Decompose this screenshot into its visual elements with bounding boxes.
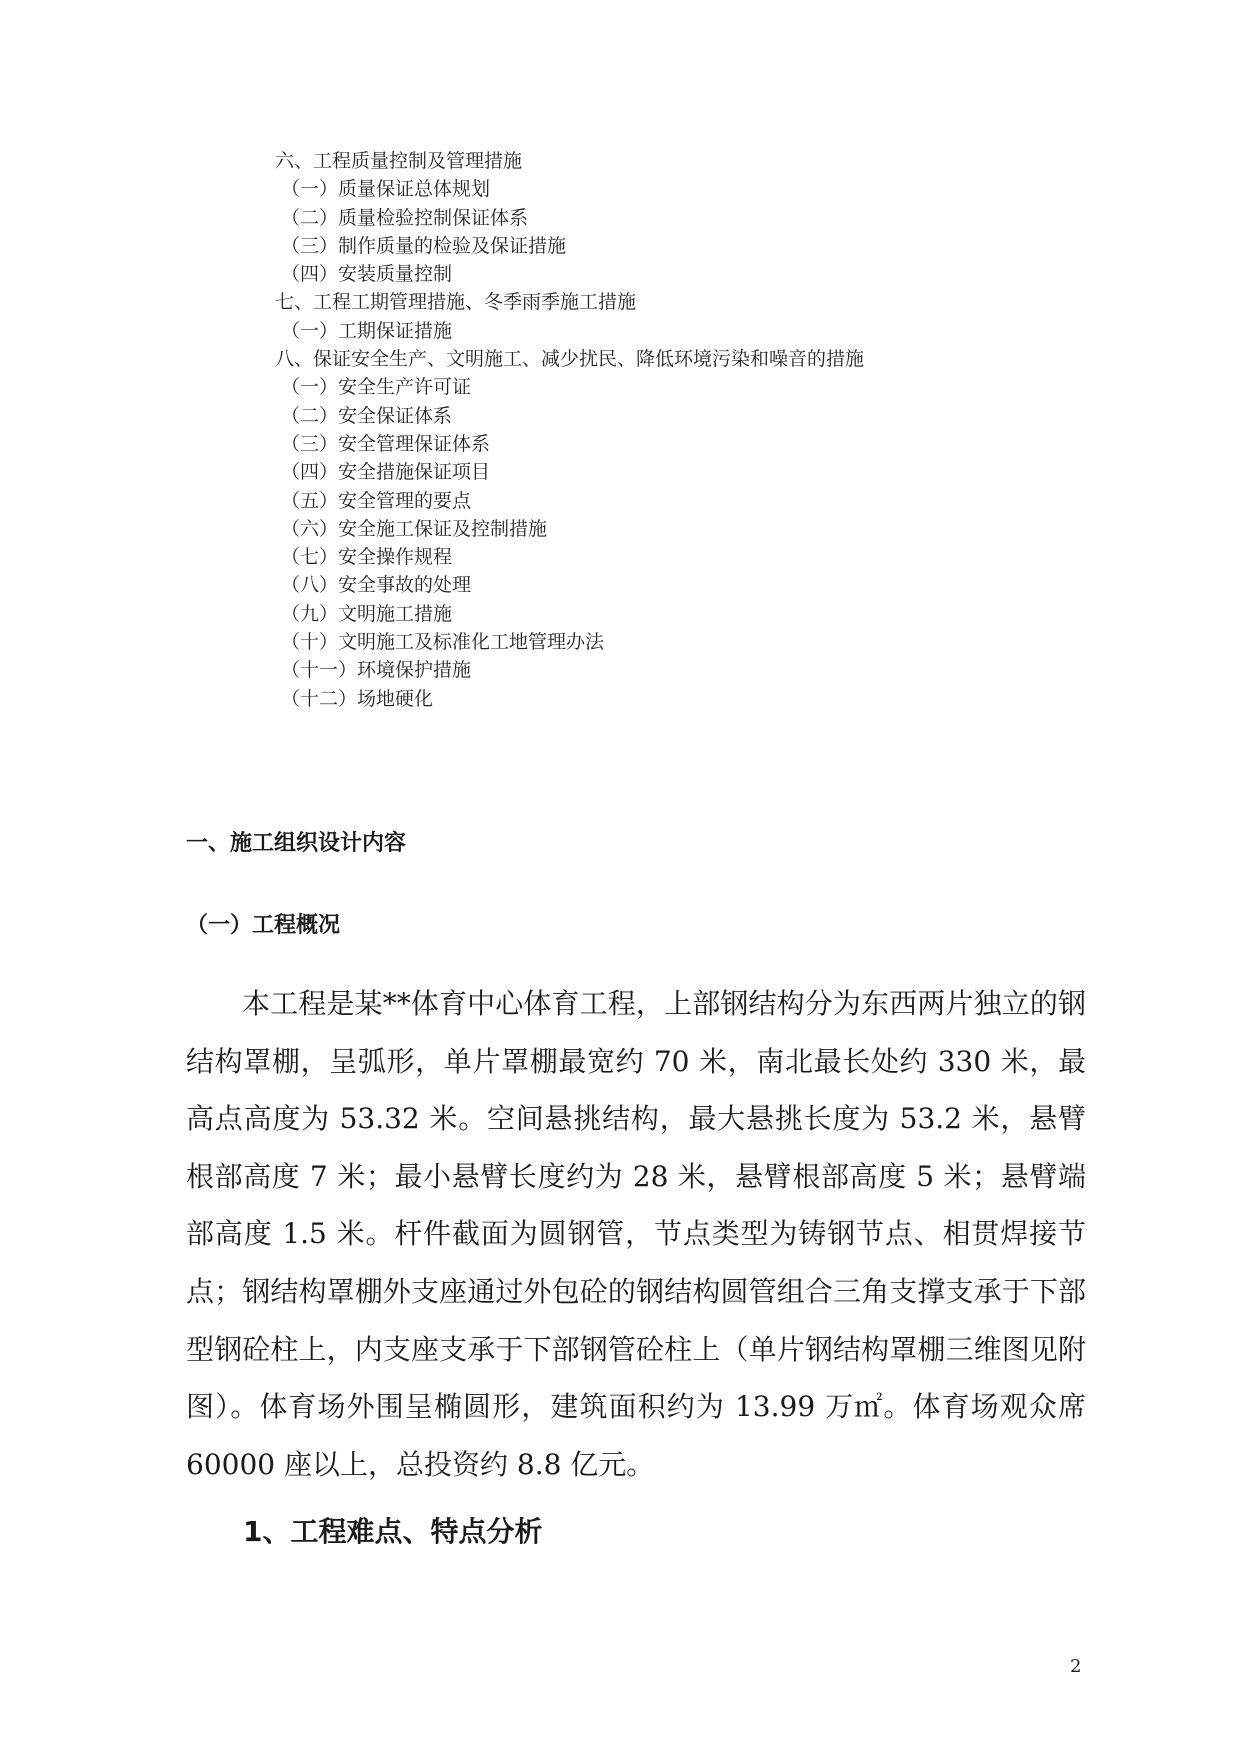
toc-item: （十）文明施工及标准化工地管理办法 [281,631,605,654]
table-of-contents [275,147,864,713]
toc-item: （一）工期保证措施 [281,319,453,342]
section-heading-3: 1、工程难点、特点分析 [243,1515,543,1548]
page-number: 2 [1070,1656,1082,1677]
toc-item: （一）安全生产许可证 [281,376,472,399]
toc-item: （九）文明施工措施 [281,602,453,625]
toc-item: （二）质量检验控制保证体系 [281,206,529,229]
toc-item: （七）安全操作规程 [281,546,453,569]
toc-item: （十一）环境保护措施 [281,659,472,682]
toc-item: 六、工程质量控制及管理措施 [275,150,523,172]
toc-item: （三）安全管理保证体系 [281,432,491,455]
project-overview-paragraph: 本工程是某**体育中心体育工程，上部钢结构分为东西两片独立的钢结构罩棚，呈弧形，单片罩棚最宽约 70 米，南北最长处约 330 米，最高点高度为 53.32 米。空间悬挑结构，最大悬挑长度为 53.2 米，悬臂根部高度 7 米；最小悬臂长度约为 28 米，悬臂根部高度 5 米；悬臂端部高度 1.5 米。杆件截面为圆钢管，节点类型为铸钢节点、相贯焊接节点；钢结构罩棚外支座通过外包砼的钢结构圆管组合三角支撑支承于下部型钢砼柱上，内支座支承于下部钢管砼柱上（单片钢结构罩棚三维图见附图）。体育场外围呈椭圆形，建筑面积约为 13.99 万㎡。体育场观众席 60000 座以上，总投资约 8.8 亿元。 [186,987,1086,1481]
toc-item: （十二）场地硬化 [281,687,434,710]
toc-item: （五）安全管理的要点 [281,489,472,512]
toc-item: 八、保证安全生产、文明施工、减少扰民、降低环境污染和噪音的措施 [275,348,865,371]
section-heading-2: （一）工程概况 [186,913,341,938]
toc-item: （六）安全施工保证及控制措施 [281,517,548,540]
toc-item: （四）安全措施保证项目 [281,461,491,484]
toc-item: 七、工程工期管理措施、冬季雨季施工措施 [275,291,637,314]
toc-item: （八）安全事故的处理 [281,574,472,597]
toc-item: （一）质量保证总体规划 [281,178,491,201]
section-heading-1: 一、施工组织设计内容 [186,831,407,856]
toc-item: （二）安全保证体系 [281,404,453,427]
toc-item: （四）安装质量控制 [281,263,453,286]
toc-item: （三）制作质量的检验及保证措施 [281,234,567,257]
